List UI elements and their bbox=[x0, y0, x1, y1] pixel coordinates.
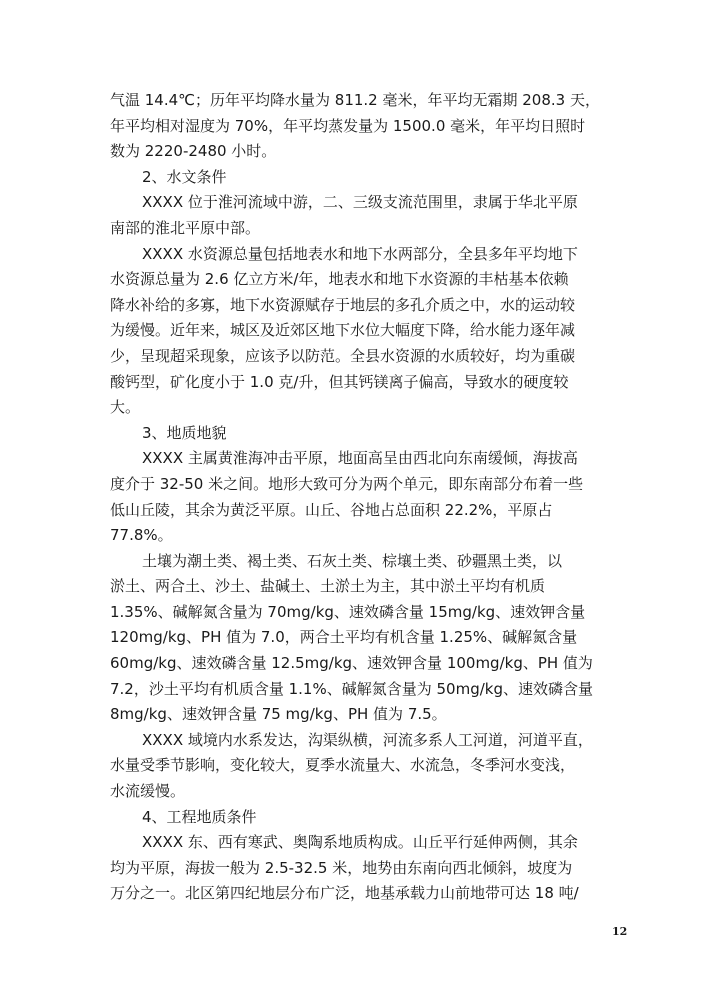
text-line: 年平均相对湿度为 70%，年平均蒸发量为 1500.0 毫米，年平均日照时 bbox=[110, 116, 586, 135]
text-line: XXXX 域境内水系发达，沟渠纵横，河流多系人工河道，河道平直， bbox=[142, 730, 593, 749]
page-number: 12 bbox=[612, 925, 628, 938]
text-line: 120mg/kg、PH 值为 7.0，两合土平均有机含量 1.25%、碱解氮含量 bbox=[110, 628, 578, 647]
section-heading-geology: 3、地质地貌 bbox=[142, 423, 227, 442]
text-line: 酸钙型，矿化度小于 1.0 克/升，但其钙镁离子偏高，导致水的硬度较 bbox=[110, 372, 569, 391]
text-line: 1.35%、碱解氮含量为 70mg/kg、速效磷含量 15mg/kg、速效钾含量 bbox=[110, 602, 586, 621]
text-line: 为缓慢。近年来，城区及近郊区地下水位大幅度下降，给水能力逐年减 bbox=[110, 321, 576, 340]
text-line: XXXX 水资源总量包括地表水和地下水两部分，全县多年平均地下 bbox=[142, 244, 578, 263]
text-line: 降水补给的多寡，地下水资源赋存于地层的多孔介质之中，水的运动较 bbox=[110, 295, 576, 314]
text-line: 南部的淮北平原中部。 bbox=[110, 218, 261, 237]
text-line: 水资源总量为 2.6 亿立方米/年，地表水和地下水资源的丰枯基本依赖 bbox=[110, 270, 569, 289]
text-line: 8mg/kg、速效钾含量 75 mg/kg、PH 值为 7.5。 bbox=[110, 705, 447, 724]
text-line: 77.8%。 bbox=[110, 526, 173, 545]
section-heading-hydrology: 2、水文条件 bbox=[142, 167, 227, 186]
text-line: 水量受季节影响，变化较大，夏季水流量大、水流急，冬季河水变浅， bbox=[110, 756, 576, 775]
text-line: 度介于 32-50 米之间。地形大致可分为两个单元，即东南部分布着一些 bbox=[110, 474, 584, 493]
text-line: 7.2，沙土平均有机质含量 1.1%、碱解氮含量为 50mg/kg、速效磷含量 bbox=[110, 679, 593, 698]
text-line: 低山丘陵，其余为黄泛平原。山丘、谷地占总面积 22.2%，平原占 bbox=[110, 500, 553, 519]
text-line: 均为平原，海拔一般为 2.5-32.5 米，地势由东南向西北倾斜，坡度为 bbox=[110, 858, 573, 877]
text-line: 淤土、两合土、沙土、盐碱土、土淤土为主，其中淤土平均有机质 bbox=[110, 577, 546, 596]
text-line: 大。 bbox=[110, 398, 141, 417]
text-line: 土壤为潮土类、褐土类、石灰土类、棕壤土类、砂疆黑土类，以 bbox=[142, 551, 563, 570]
text-line: 数为 2220-2480 小时。 bbox=[110, 142, 277, 161]
text-line: 气温 14.4℃；历年平均降水量为 811.2 毫米，年平均无霜期 208.3 天， bbox=[110, 91, 600, 109]
text-line: 少，呈现超采现象，应该予以防范。全县水资源的水质较好，均为重碳 bbox=[110, 346, 576, 365]
text-line: XXXX 东、西有寒武、奥陶系地质构成。山丘平行延伸两侧，其余 bbox=[142, 833, 578, 852]
text-line: 60mg/kg、速效磷含量 12.5mg/kg、速效钾含量 100mg/kg、PH 值为 bbox=[110, 654, 593, 673]
text-line: 万分之一。北区第四纪地层分布广泛，地基承载力山前地带可达 18 吨/ bbox=[110, 884, 579, 903]
document-body bbox=[110, 88, 630, 907]
text-line: XXXX 位于淮河流域中游，二、三级支流范围里，隶属于华北平原 bbox=[142, 193, 578, 212]
text-line: XXXX 主属黄淮海冲击平原，地面高呈由西北向东南缓倾，海拔高 bbox=[142, 449, 578, 468]
text-line: 水流缓慢。 bbox=[110, 782, 186, 801]
section-heading-engineering-geology: 4、工程地质条件 bbox=[142, 807, 257, 826]
